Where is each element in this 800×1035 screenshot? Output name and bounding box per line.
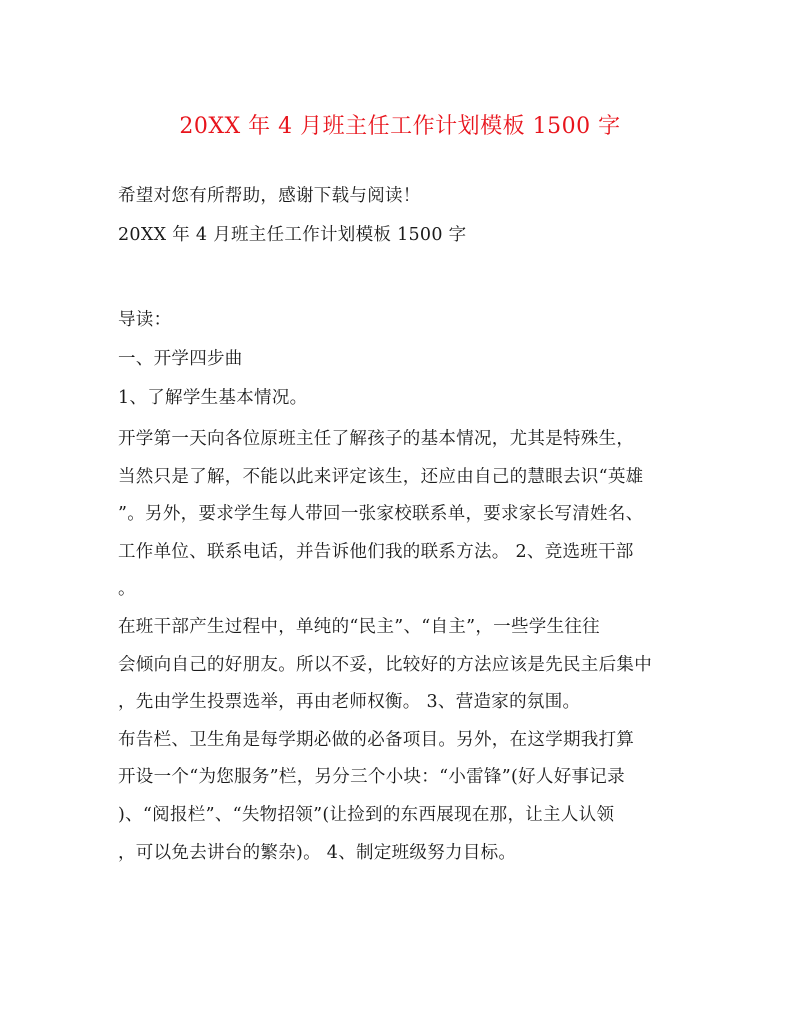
body-line: 开设一个“为您服务”栏，另分三个小块：“小雷锋”(好人好事记录 (118, 767, 625, 788)
lead-label: 导读： (118, 310, 172, 330)
section-heading: 一、开学四步曲 (118, 349, 243, 369)
body-line: 工作单位、联系电话，并告诉他们我的联系方法。 2、竞选班干部 (118, 541, 634, 562)
item-heading: 1、了解学生基本情况。 (118, 388, 308, 408)
body-line: 。 (118, 579, 136, 600)
subtitle-text: 20XX 年 4 月班主任工作计划模板 1500 字 (118, 225, 467, 245)
body-line: 开学第一天向各位原班主任了解孩子的基本情况，尤其是特殊生， (118, 429, 635, 449)
body-text (118, 421, 674, 872)
body-line: 布告栏、卫生角是每学期必做的必备项目。另外，在这学期我打算 (118, 729, 635, 750)
body-line: ，可以免去讲台的繁杂)。 4、制定班级努力目标。 (118, 842, 517, 863)
body-line: 会倾向自己的好朋友。所以不妥，比较好的方法应该是先民主后集中 (118, 654, 652, 675)
document-title: 20XX 年 4 月班主任工作计划模板 1500 字 (179, 114, 621, 139)
body-line: ，先由学生投票选举，再由老师权衡。 3、营造家的氛围。 (118, 692, 581, 713)
intro-text: 希望对您有所帮助，感谢下载与阅读！ (118, 186, 421, 206)
body-line: 在班干部产生过程中，单纯的“民主”、“自主”，一些学生往往 (118, 616, 600, 637)
body-line: )、“阅报栏”、“失物招领”(让捡到的东西展现在那，让主人认领 (118, 804, 615, 825)
body-line: ”。另外，要求学生每人带回一张家校联系单，要求家长写清姓名、 (118, 504, 644, 525)
body-line: 当然只是了解，不能以此来评定该生，还应由自己的慧眼去识“英雄 (118, 466, 644, 487)
